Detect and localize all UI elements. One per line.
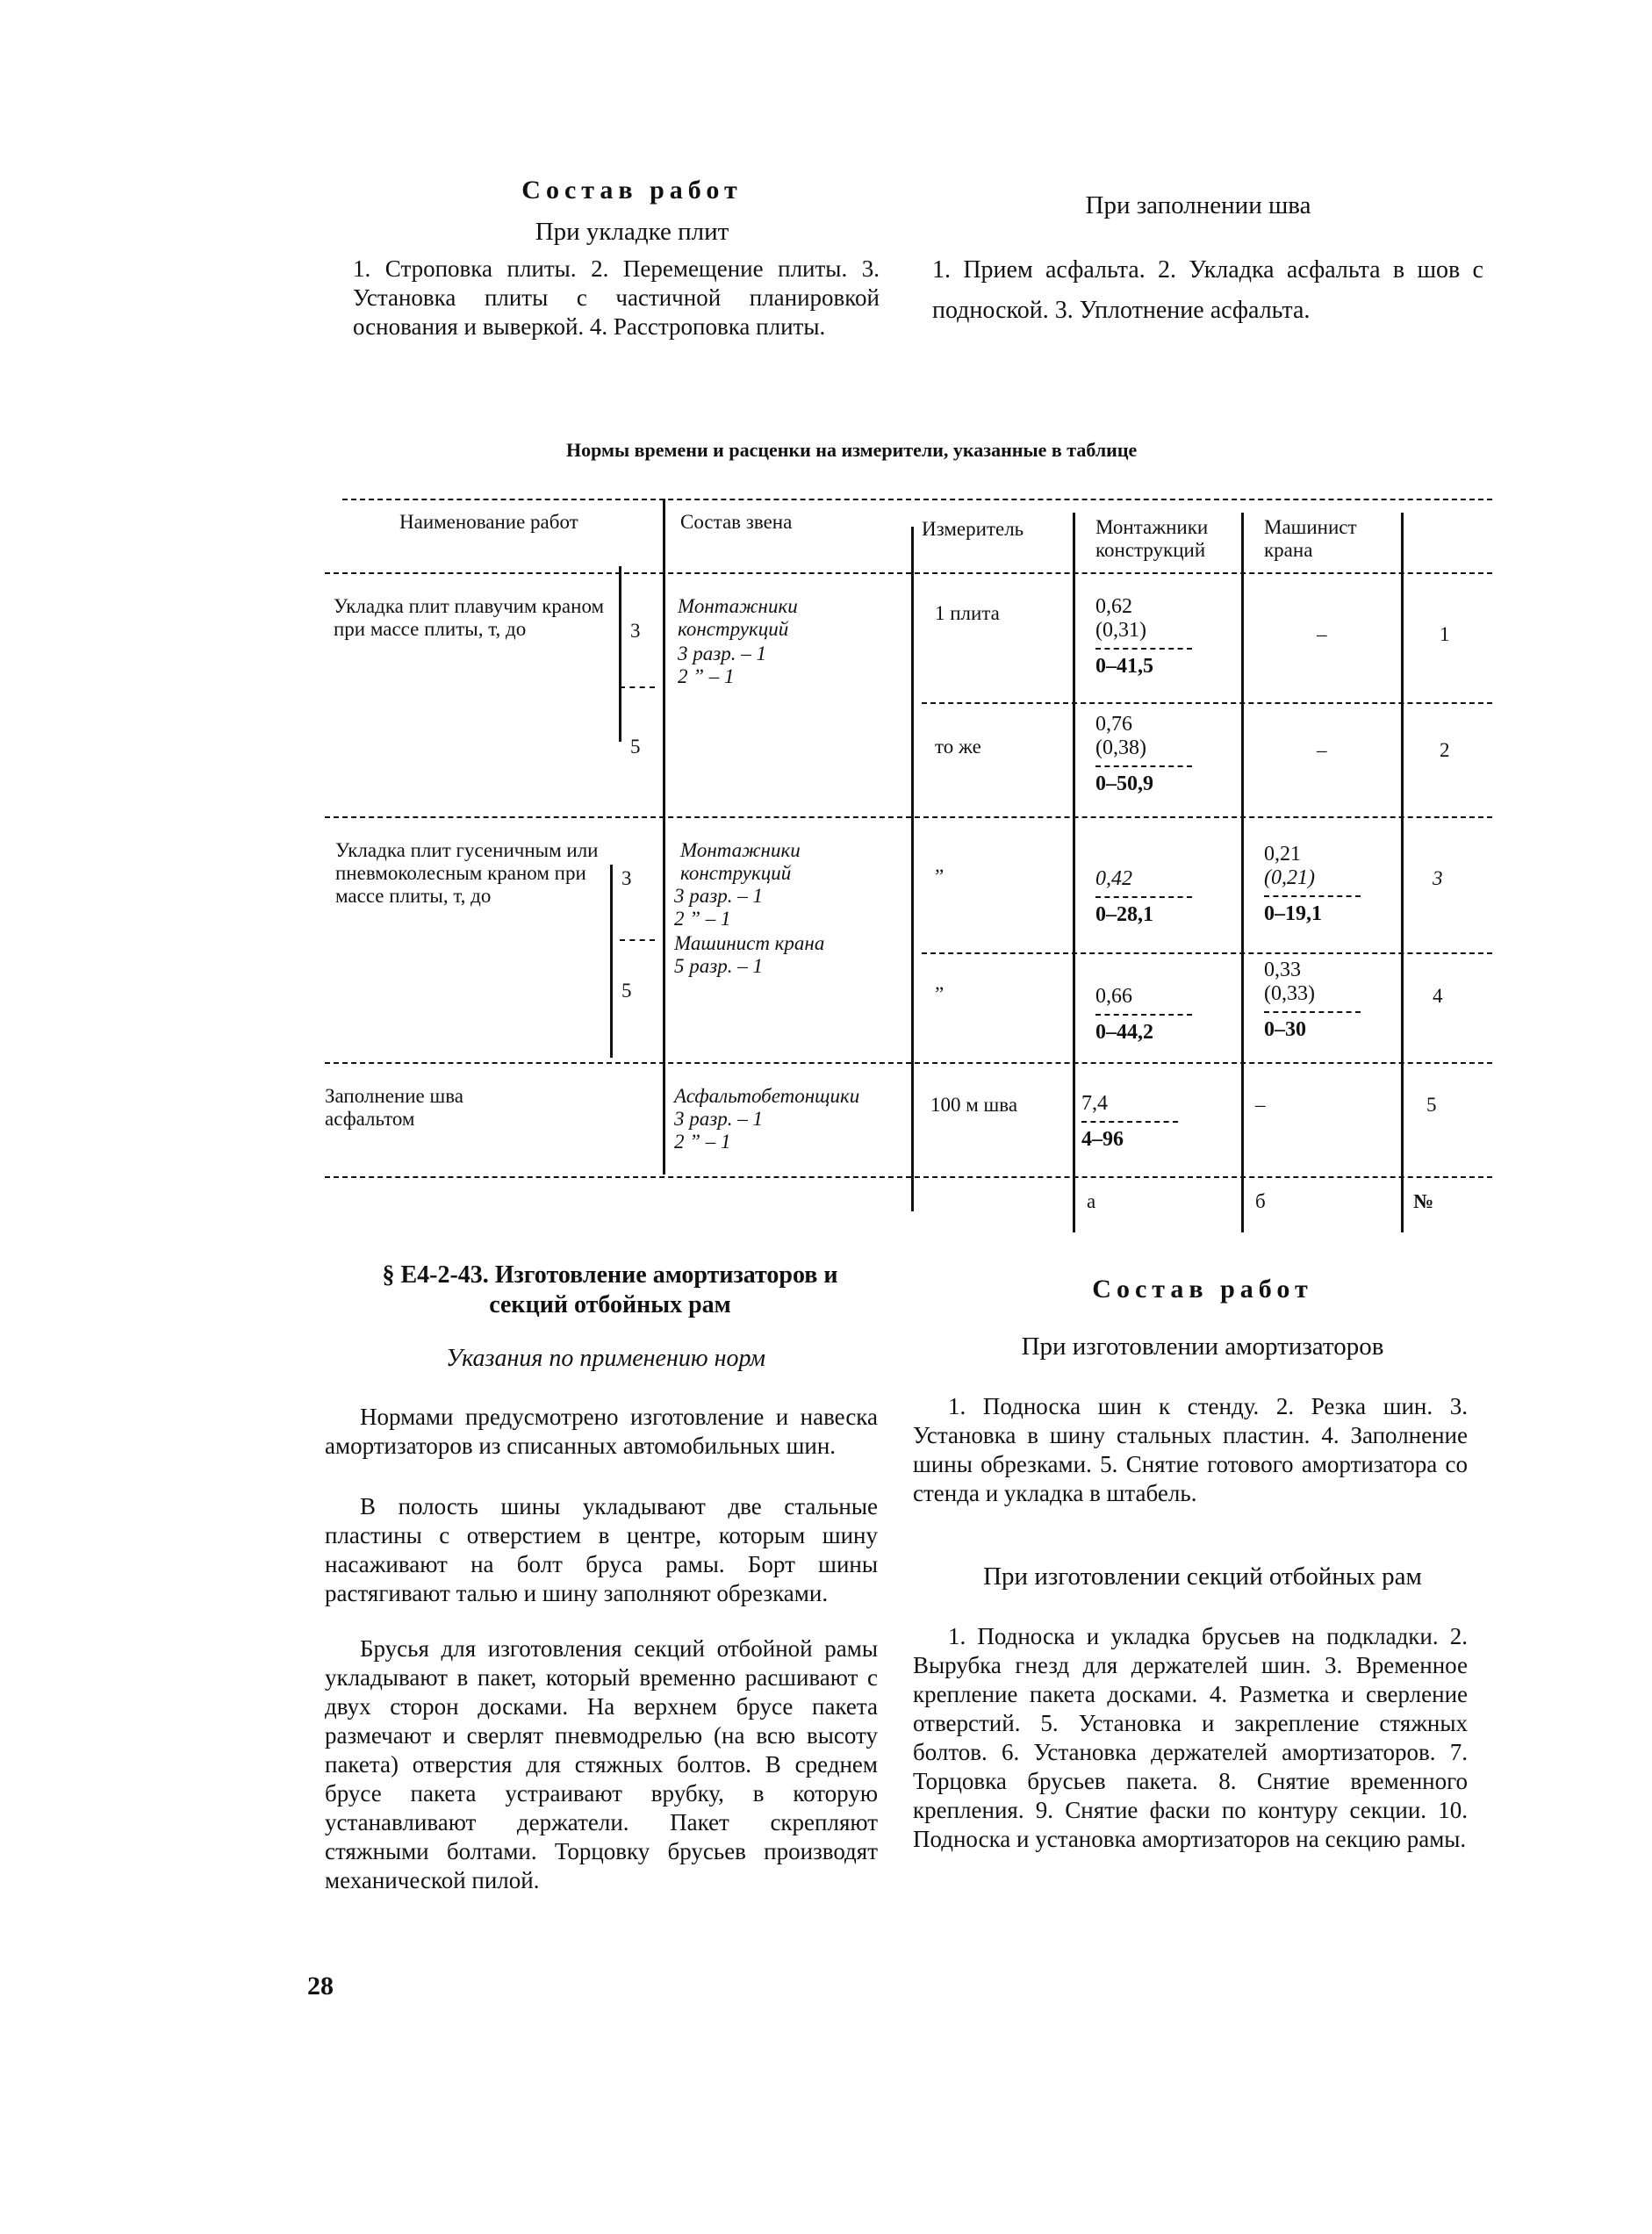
footer-b: б [1255, 1190, 1266, 1212]
right-text-2: 1. Подноска и укладка брусьев на подкладки. 2. Вырубка гнезд для держателей шин. 3. Временное крепление пакета досками. 4. Разметка и сверление отверстий. 5. Установка и закрепление стяжных болтов. 6. Установка держателей амортизаторов. 7. Торцовка брусьев пакета. 8. Снятие временного крепления. 9. Снятие фаски по контуру секции. 10. Подноска и установка амортизаторов на секцию рамы. [913, 1623, 1468, 1852]
table-caption: Нормы времени и расценки на измерители, указанные в таблице [566, 439, 1138, 461]
section-paragraph-2: В полость шины укладывают две стальные пластины с отверстием в центре, которым шину насаживают на болт бруса рамы. Борт шины растягивают талью и шину заполняют обрезками. [325, 1493, 878, 1606]
row2a-mont: 0,42 0–28,1 [1095, 867, 1192, 927]
row1-mass-3: 3 [630, 620, 641, 642]
row3-crew-line2: 2 ” – 1 [674, 1131, 731, 1153]
row2-crew-line1: 3 разр. – 1 [674, 885, 763, 907]
row1-name: Укладка плит плавучим краном при массе плиты, т, до [334, 595, 605, 640]
row2a-mach: 0,21 (0,21) 0–19,1 [1264, 843, 1361, 926]
row2-crew-title: Монтажники конструкций [680, 839, 801, 884]
row1b-mont: 0,76 (0,38) 0–50,9 [1095, 713, 1192, 796]
top-left-heading: Состав работ [521, 176, 743, 205]
header-mach: Машинист крана [1264, 516, 1357, 561]
row1b-unit: то же [935, 736, 981, 758]
row2-mass-3: 3 [621, 867, 632, 889]
row2-name: Укладка плит гусеничным или пневмоколесным краном при массе плиты, т, до [335, 839, 599, 907]
row1a-mach: – [1317, 623, 1327, 645]
row2b-no: 4 [1433, 985, 1443, 1007]
row1-crew-title: Монтажники конструкций [678, 595, 798, 640]
section-subtitle: Указания по применению норм [446, 1345, 765, 1372]
row2b-unit: ” [935, 983, 945, 1005]
footer-a: а [1087, 1190, 1096, 1212]
header-name: Наименование работ [399, 511, 578, 533]
row1a-no: 1 [1440, 623, 1450, 645]
row3-crew-title: Асфальтобетонщики [674, 1085, 860, 1107]
top-right-text: 1. Прием асфальта. 2. Укладка асфальта в шов с подноской. 3. Уплотнение асфальта. [932, 256, 1483, 324]
page-number: 28 [307, 1972, 334, 2001]
header-crew: Состав звена [680, 511, 793, 533]
row1b-no: 2 [1440, 739, 1450, 761]
row2-mass-5: 5 [621, 980, 632, 1002]
top-left-text: 1. Строповка плиты. 2. Перемещение плиты. 3. Установка плиты с частичной планировкой основания и выверкой. 4. Расстроповка плиты. [353, 255, 880, 340]
right-text-1: 1. Подноска шин к стенду. 2. Резка шин. 3. Установка в шину стальных пластин. 4. Заполнение шины обрезками. 5. Снятие готового амортизатора со стенда и укладка в штабель. [913, 1393, 1468, 1506]
row3-name: Заполнение шва асфальтом [325, 1085, 463, 1130]
right-heading: Состав работ [1092, 1275, 1313, 1304]
row1a-unit: 1 плита [935, 602, 1000, 624]
header-unit: Измеритель [922, 518, 1024, 540]
row1-mass-5: 5 [630, 736, 641, 758]
right-subheading-2: При изготовлении секций отбойных рам [983, 1562, 1422, 1591]
row1-crew-line2: 2 ” – 1 [678, 665, 735, 687]
row2-crew-line3: Машинист крана [674, 932, 825, 954]
section-paragraph-3: Брусья для изготовления секций отбойной рамы укладывают в пакет, который временно расшивают с двух сторон досками. На верхнем брусе пакета размечают и сверлят пневмодрелью (на всю высоту пакета) отверстия для стяжных болтов. В среднем брусе пакета устраивают врубку, в которую устанавливают держатели. Пакет скрепляют стяжными болтами. Торцовку брусьев производят механической пилой. [325, 1635, 878, 1893]
row1-crew-line1: 3 разр. – 1 [678, 643, 766, 664]
top-right-subheading: При заполнении шва [1085, 191, 1311, 219]
row3-crew-line1: 3 разр. – 1 [674, 1108, 763, 1130]
row1a-mont: 0,62 (0,31) 0–41,5 [1095, 595, 1192, 679]
top-left-subheading: При укладке плит [535, 218, 729, 246]
row3-mont: 7,4 4–96 [1081, 1092, 1178, 1152]
section-title: § Е4-2-43. Изготовление амортизаторов и секций отбойных рам [382, 1261, 838, 1318]
row3-no: 5 [1426, 1094, 1437, 1116]
row2-crew-line4: 5 разр. – 1 [674, 955, 763, 977]
row2-crew-line2: 2 ” – 1 [674, 908, 731, 930]
row3-mach: – [1255, 1094, 1266, 1116]
section-paragraph-1: Нормами предусмотрено изготовление и навеска амортизаторов из списанных автомобильных шин. [325, 1404, 878, 1459]
footer-no: № [1413, 1190, 1434, 1212]
row2a-unit: ” [935, 866, 945, 887]
row3-unit: 100 м шва [930, 1094, 1018, 1116]
row2b-mach: 0,33 (0,33) 0–30 [1264, 959, 1361, 1042]
header-mont: Монтажники конструкций [1095, 516, 1209, 561]
right-subheading-1: При изготовлении амортизаторов [1021, 1332, 1384, 1361]
row2b-mont: 0,66 0–44,2 [1095, 985, 1192, 1045]
norms-table [325, 492, 1492, 1229]
row1b-mach: – [1317, 739, 1327, 761]
row2a-no: 3 [1433, 867, 1443, 889]
